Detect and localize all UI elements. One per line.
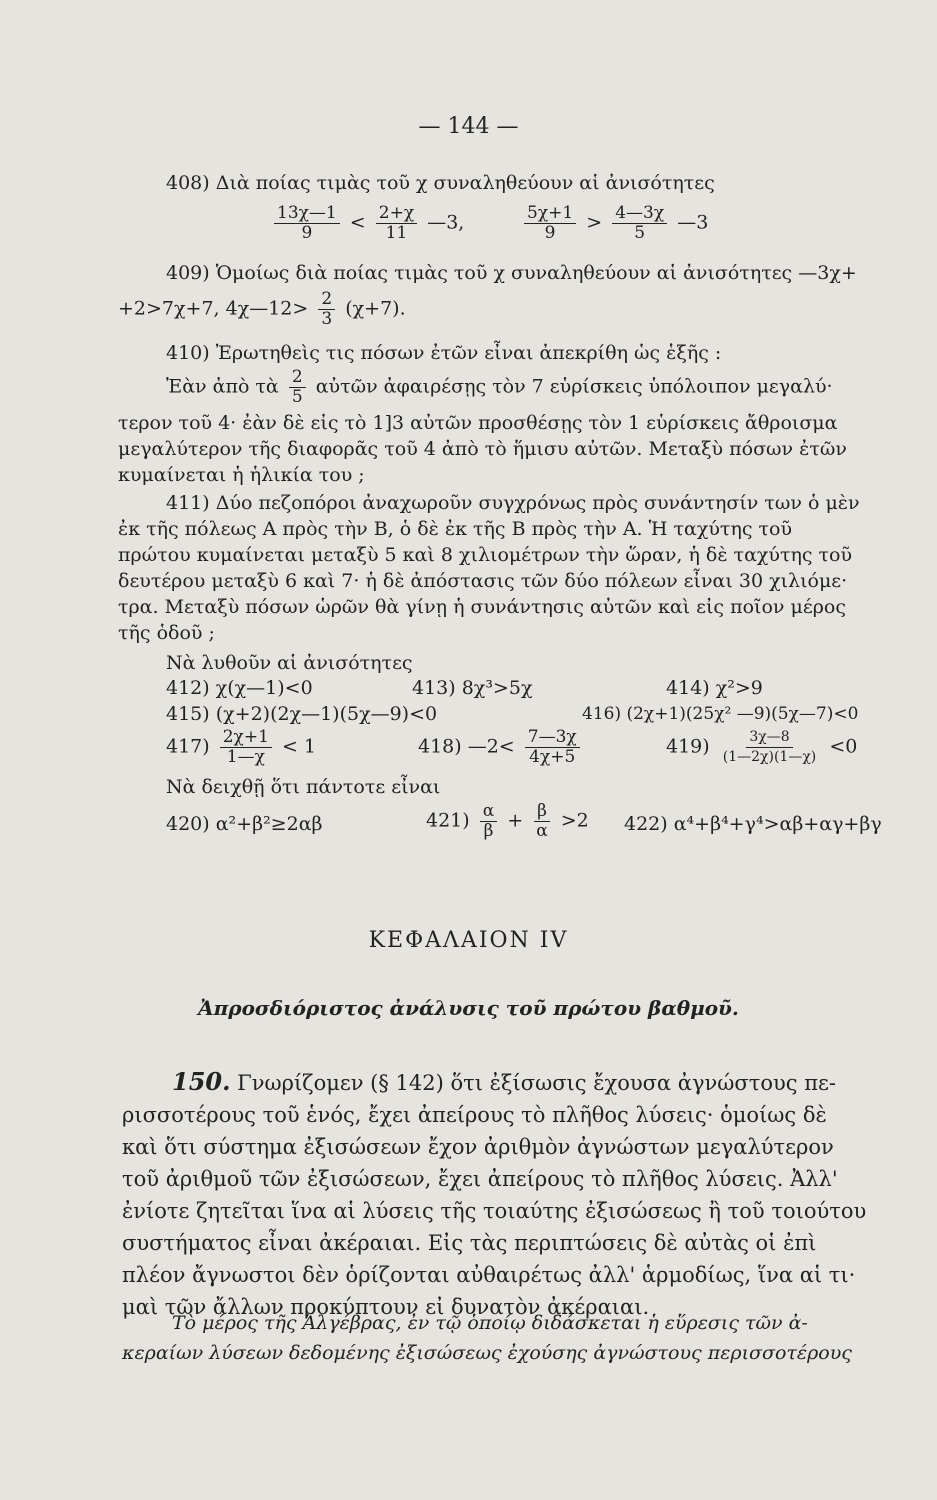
problem-410-line-5: κυμαίνεται ἡ ἡλικία του ; <box>118 464 365 486</box>
problem-408-text: 408) Διὰ ποίας τιμὰς τοῦ χ συναληθεύουν αἱ ἀνισότητες <box>166 172 715 194</box>
section-number: 150. <box>172 1067 231 1096</box>
fraction: $\frac{7—3\chi}{4\chi+5}$ <box>525 728 580 767</box>
problem-411-line-6: τῆς ὁδοῦ ; <box>118 622 215 644</box>
exercise-418: 418) —2< $\frac{7—3\chi}{4\chi+5}$ <box>418 728 584 767</box>
exercise-421: 421) $\frac{\alpha}{\beta}$ + $\frac{\beta}{\alpha}$ >2 <box>426 801 589 841</box>
problem-410-line-1: 410) Ἐρωτηθεὶς τις πόσων ἐτῶν εἶναι ἀπεκρίθη ὡς ἑξῆς : <box>166 342 722 364</box>
problem-410-line-2: Ἐὰν ἀπὸ τὰ $\frac{2}{5}$ αὐτῶν ἀφαιρέσῃς τὸν 7 εὑρίσκεις ὑπόλοιπον μεγαλύ· <box>166 367 833 407</box>
exercise-413: 413) 8χ³>5χ <box>412 677 533 699</box>
problem-408-inequality-1: $\frac{13\chi—1}{9}$ < $\frac{2+\chi}{11}$ —3, <box>270 204 464 243</box>
page-number: — 144 — <box>418 114 519 139</box>
closing-paragraph-line-1: Τὸ μέρος τῆς Ἀλγέβρας, ἐν τῷ ὁποίῳ διδάσκεται ἡ εὕρεσις τῶν ἀ- <box>172 1312 808 1334</box>
problem-411-line-5: τρα. Μεταξὺ πόσων ὡρῶν θὰ γίνῃ ἡ συνάντησις αὐτῶν καὶ εἰς ποῖον μέρος <box>118 596 846 618</box>
problem-410-line-4: μεγαλύτερον τῆς διαφορᾶς τοῦ 4 ἀπὸ τὸ ἥμισυ αὐτῶν. Μεταξὺ πόσων ἐτῶν <box>118 438 847 460</box>
fraction: $\frac{5\chi+1}{9}$ <box>524 204 576 243</box>
chapter-heading: ΚΕΦΑΛΑΙΟΝ IV <box>368 928 569 953</box>
fraction: $\frac{2}{3}$ <box>318 290 335 329</box>
fraction: $\frac{3\chi—8}{(1—2\chi)(1—\chi)}$ <box>722 729 817 765</box>
fraction: $\frac{\alpha}{\beta}$ <box>480 802 497 841</box>
fraction: $\frac{13\chi—1}{9}$ <box>274 204 340 243</box>
section-150-text: 150. Γνωρίζομεν (§ 142) ὅτι ἐξίσωσις ἔχουσα ἀγνώστους πε- ρισσοτέρους τοῦ ἑνός, ἔχει ἀπείρους τὸ πλῆθος λύσεις· ὁμοίως δὲ καὶ ὅτι σύστημα ἐξισώσεων ἔχον ἀριθμὸν ἀγνώστων μεγαλύτερον τοῦ ἀριθμοῦ τῶν ἐξισώσεων, ἔχει ἀπείρους τὸ πλῆθος λύσεις. Ἀλλ' ἐνίοτε ζητεῖται ἵνα αἱ λύσεις τῆς τοιαύτης ἐξισώσεως ἢ τοῦ τοιούτου συστήματος εἶναι ἀκέραιαι. Εἰς τὰς περιπτώσεις δὲ αὐτὰς οἱ ἐπὶ πλέον ἄγνωστοι δὲν ὁρίζονται αὐθαιρέτως ἀλλ' ἁρμοδίως, ἵνα αἱ τι· μαὶ τῶν ἄλλων προκύπτουν εἰ δυνατὸν ἀκέραιαι. <box>122 1067 867 1319</box>
exercise-420: 420) α²+β²≥2αβ <box>166 813 323 835</box>
exercise-415: 415) (χ+2)(2χ—1)(5χ—9)<0 <box>166 703 438 725</box>
solve-header: Νὰ λυθοῦν αἱ ἀνισότητες <box>166 652 413 674</box>
problem-409-line-1: 409) Ὁμοίως διὰ ποίας τιμὰς τοῦ χ συναληθεύουν αἱ ἀνισότητες —3χ+ <box>166 262 857 284</box>
fraction: $\frac{2\chi+1}{1—\chi}$ <box>220 728 272 767</box>
fraction: $\frac{4—3\chi}{5}$ <box>612 204 667 243</box>
chapter-title: Ἀπροσδιόριστος ἀνάλυσις τοῦ πρώτου βαθμοῦ. <box>198 996 739 1020</box>
fraction: $\frac{2+\chi}{11}$ <box>376 204 417 243</box>
fraction: $\frac{2}{5}$ <box>289 368 306 407</box>
exercise-422: 422) α⁴+β⁴+γ⁴>αβ+αγ+βγ <box>624 813 882 835</box>
problem-410-line-3: τερον τοῦ 4· ἐὰν δὲ εἰς τὸ 1]3 αὐτῶν προσθέσῃς τὸν 1 εὑρίσκεις ἄθροισμα <box>118 412 838 434</box>
closing-paragraph-line-2: κεραίων λύσεων δεδομένης ἐξισώσεως ἐχούσης ἀγνώστους περισσοτέρους <box>122 1342 852 1364</box>
problem-411-line-3: πρώτου κυμαίνεται μεταξὺ 5 καὶ 8 χιλιομέτρων τὴν ὥραν, ἡ δὲ ταχύτης τοῦ <box>118 544 853 566</box>
problem-409-line-2: +2>7χ+7, 4χ—12> $\frac{2}{3}$ (χ+7). <box>118 289 406 329</box>
exercise-419: 419) $\frac{3\chi—8}{(1—2\chi)(1—\chi)}$ <0 <box>666 729 858 765</box>
problem-411-line-1: 411) Δύο πεζοπόροι ἀναχωροῦν συγχρόνως πρὸς συνάντησίν των ὁ μὲν <box>166 492 860 514</box>
fraction: $\frac{\beta}{\alpha}$ <box>533 802 550 841</box>
problem-411-line-4: δευτέρου μεταξὺ 6 καὶ 7· ἡ δὲ ἀπόστασις τῶν δύο πόλεων εἶναι 30 χιλιόμε· <box>118 570 848 592</box>
exercise-417: 417) $\frac{2\chi+1}{1—\chi}$ < 1 <box>166 727 317 767</box>
exercise-416: 416) (2χ+1)(25χ² —9)(5χ—7)<0 <box>582 704 859 724</box>
problem-408-inequality-2: $\frac{5\chi+1}{9}$ > $\frac{4—3\chi}{5}$ —3 <box>520 204 708 243</box>
exercise-414: 414) χ²>9 <box>666 677 763 699</box>
exercise-412: 412) χ(χ—1)<0 <box>166 677 313 699</box>
problem-411-line-2: ἐκ τῆς πόλεως Α πρὸς τὴν Β, ὁ δὲ ἐκ τῆς Β πρὸς τὴν Α. Ἡ ταχύτης τοῦ <box>118 518 793 540</box>
show-header: Νὰ δειχθῇ ὅτι πάντοτε εἶναι <box>166 776 441 798</box>
